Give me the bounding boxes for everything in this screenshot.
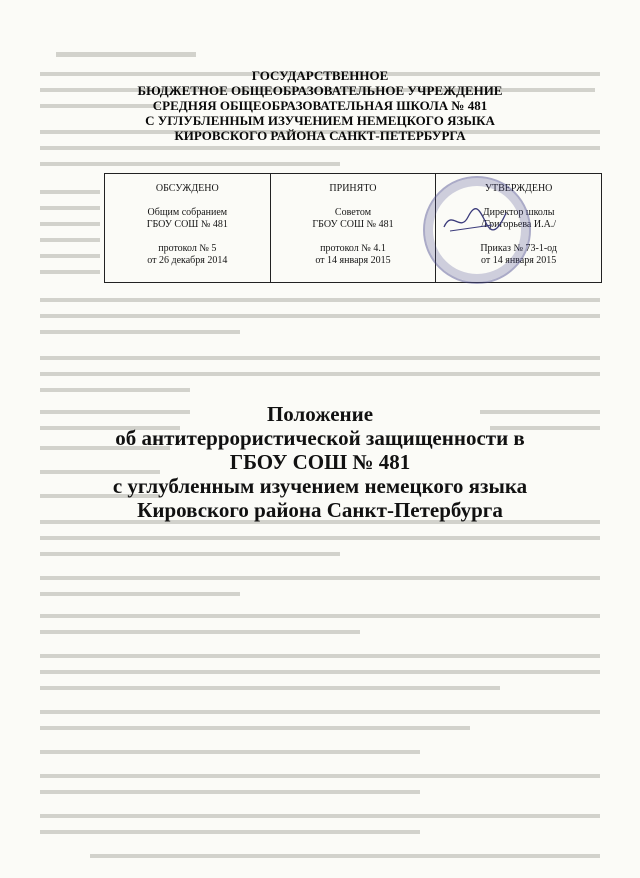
approval-body-line: ГБОУ СОШ № 481 — [146, 219, 228, 230]
approval-protocol-line: протокол № 5 — [158, 243, 217, 254]
title-line: Кировского района Санкт-Петербурга — [137, 498, 503, 522]
approval-protocol-line: протокол № 4.1 — [320, 243, 386, 254]
approval-body-line: Советом — [334, 207, 372, 218]
header-line: ГОСУДАРСТВЕННОЕ — [251, 68, 389, 83]
title-line: об антитеррористической защищенности в — [115, 426, 525, 450]
title-line: Положение — [266, 402, 374, 426]
approval-discussed-cell — [105, 174, 271, 283]
approval-title: УТВЕРЖДЕНО — [484, 183, 553, 194]
approval-title: ОБСУЖДЕНО — [155, 183, 219, 194]
title-line: ГБОУ СОШ № 481 — [229, 450, 411, 474]
header-line: СРЕДНЯЯ ОБЩЕОБРАЗОВАТЕЛЬНАЯ ШКОЛА № 481 — [152, 98, 488, 113]
approval-protocol-line: Приказ № 73-1-од — [480, 243, 557, 254]
document-title — [0, 402, 640, 522]
school-header — [0, 68, 640, 143]
approval-title: ПРИНЯТО — [329, 183, 377, 194]
approval-body-line: ГБОУ СОШ № 481 — [312, 219, 394, 230]
approval-protocol-line: от 26 декабря 2014 — [147, 255, 228, 266]
title-line: с углубленным изучением немецкого языка — [112, 474, 528, 498]
header-line: КИРОВСКОГО РАЙОНА САНКТ-ПЕТЕРБУРГА — [174, 128, 466, 143]
approval-body-line: Общим собранием — [147, 207, 228, 218]
director-signature — [440, 205, 510, 235]
approval-body-line: Директор школы — [482, 207, 555, 218]
approval-protocol-line: от 14 января 2015 — [315, 255, 391, 266]
approval-accepted-cell — [270, 174, 436, 283]
approval-body-line: /Григорьева И.А./ — [481, 219, 557, 230]
header-line: БЮДЖЕТНОЕ ОБЩЕОБРАЗОВАТЕЛЬНОЕ УЧРЕЖДЕНИЕ — [137, 83, 503, 98]
header-line: С УГЛУБЛЕННЫМ ИЗУЧЕНИЕМ НЕМЕЦКОГО ЯЗЫКА — [145, 113, 495, 128]
approval-protocol-line: от 14 января 2015 — [480, 255, 557, 266]
